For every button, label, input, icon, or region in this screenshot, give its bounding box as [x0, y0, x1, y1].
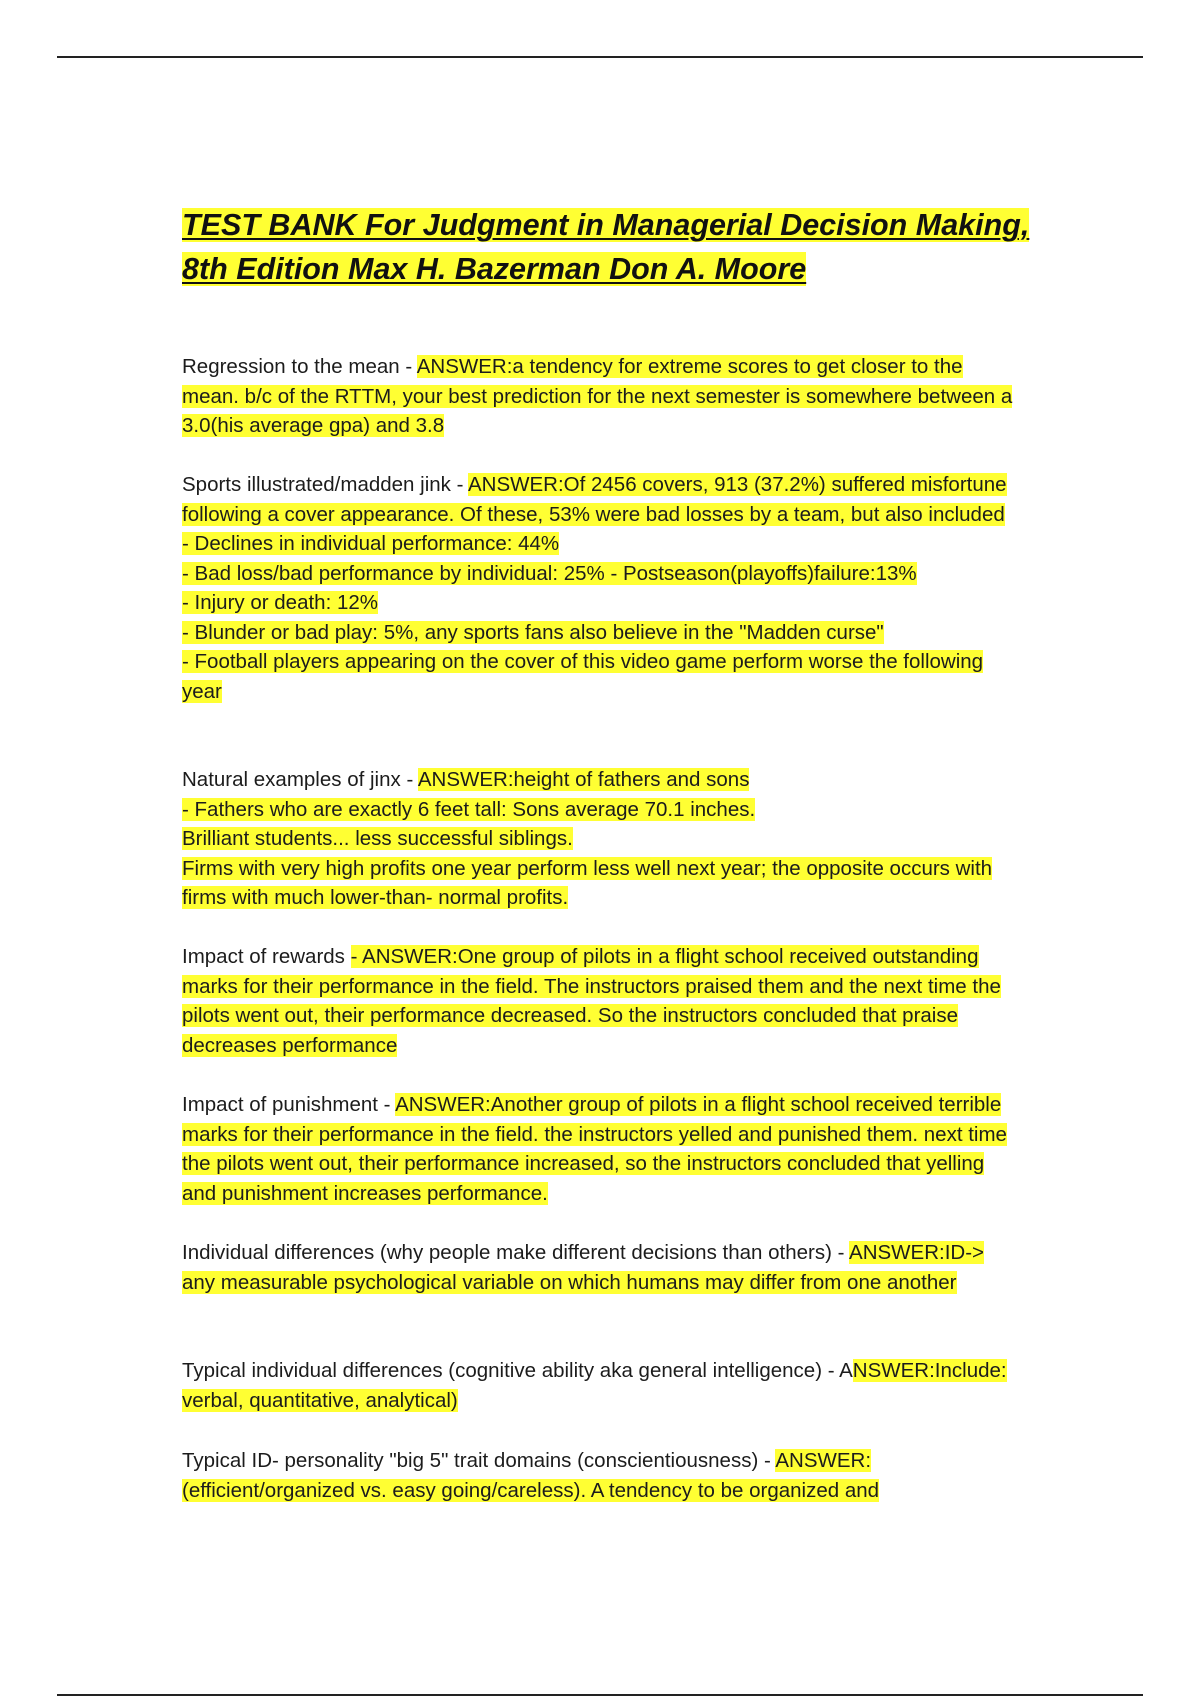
qa-answer: ANSWER:a tendency for extreme scores to get closer to the mean. b/c of the RTTM, your best prediction for the next semester is somewhere between a 3.0(his average gpa) and 3.8	[182, 355, 1013, 437]
page-title-text: TEST BANK For Judgment in Managerial Decision Making, 8th Edition Max H. Bazerman Don A. Moore	[182, 208, 1030, 286]
qa-answer-line: - Injury or death: 12%	[182, 591, 378, 614]
qa-term: Impact of punishment -	[182, 1093, 396, 1116]
qa-answer-line: - Football players appearing on the cover of this video game perform worse the following year	[182, 650, 984, 703]
qa-answer-line: - Fathers who are exactly 6 feet tall: Sons average 70.1 inches.	[182, 797, 756, 821]
qa-answer: ANSWER:ID-> any measurable psychological variable on which humans may differ from one another	[182, 1241, 984, 1294]
qa-answer-line: - Blunder or bad play: 5%, any sports fans also believe in the "Madden curse"	[182, 620, 884, 644]
qa-answer: - ANSWER:One group of pilots in a flight school received outstanding marks for their performance in the field. The instructors praised them and the next time the pilots went out, their performance decreased. So the instructors concluded that praise decreases performance	[182, 945, 1001, 1057]
top-rule	[57, 56, 1143, 58]
qa-term: Natural examples of jinx -	[182, 768, 418, 791]
qa-item-punishment	[182, 1090, 1022, 1208]
qa-term: Impact of rewards	[182, 945, 351, 968]
qa-term: Regression to the mean -	[182, 355, 417, 378]
qa-item-natural-jinx	[182, 765, 1022, 913]
qa-term: Typical ID- personality "big 5" trait domains (conscientiousness) -	[182, 1449, 776, 1472]
qa-item-individual-differences	[182, 1238, 1022, 1297]
qa-answer: ANSWER:Of 2456 covers, 913 (37.2%) suffered misfortune following a cover appearance. Of these, 53% were bad losses by a team, but also included	[182, 473, 1007, 526]
qa-answer-line: - Bad loss/bad performance by individual: 25% - Postseason(playoffs)failure:13%	[182, 561, 917, 585]
qa-item-cognitive-ability	[182, 1356, 1022, 1415]
qa-term: Typical individual differences (cognitive ability aka general intelligence) - A	[182, 1359, 853, 1382]
bottom-rule	[57, 1694, 1143, 1696]
qa-item-sports-jinx	[182, 470, 1022, 706]
qa-item-regression	[182, 352, 1022, 441]
qa-answer: NSWER:Include: verbal, quantitative, analytical)	[182, 1359, 1007, 1412]
qa-answer: ANSWER: (efficient/organized vs. easy going/careless). A tendency to be organized and	[182, 1449, 880, 1502]
qa-answer-line: Brilliant students... less successful siblings.	[182, 827, 573, 850]
qa-answer-line: Firms with very high profits one year perform less well next year; the opposite occurs with firms with much lower-than- normal profits.	[182, 856, 993, 909]
qa-answer: ANSWER:Another group of pilots in a flight school received terrible marks for their performance in the field. the instructors yelled and punished them. next time the pilots went out, their performance increased, so the instructors concluded that yelling and punishment increases performance.	[182, 1093, 1007, 1205]
qa-item-rewards	[182, 942, 1022, 1060]
qa-answer-line: - Declines in individual performance: 44%	[182, 532, 560, 555]
qa-answer: ANSWER:height of fathers and sons	[417, 768, 750, 791]
qa-term: Sports illustrated/madden jink -	[182, 473, 468, 496]
qa-term: Individual differences (why people make different decisions than others) -	[182, 1241, 850, 1264]
page-title	[182, 203, 1042, 291]
qa-item-big-five	[182, 1446, 1022, 1505]
